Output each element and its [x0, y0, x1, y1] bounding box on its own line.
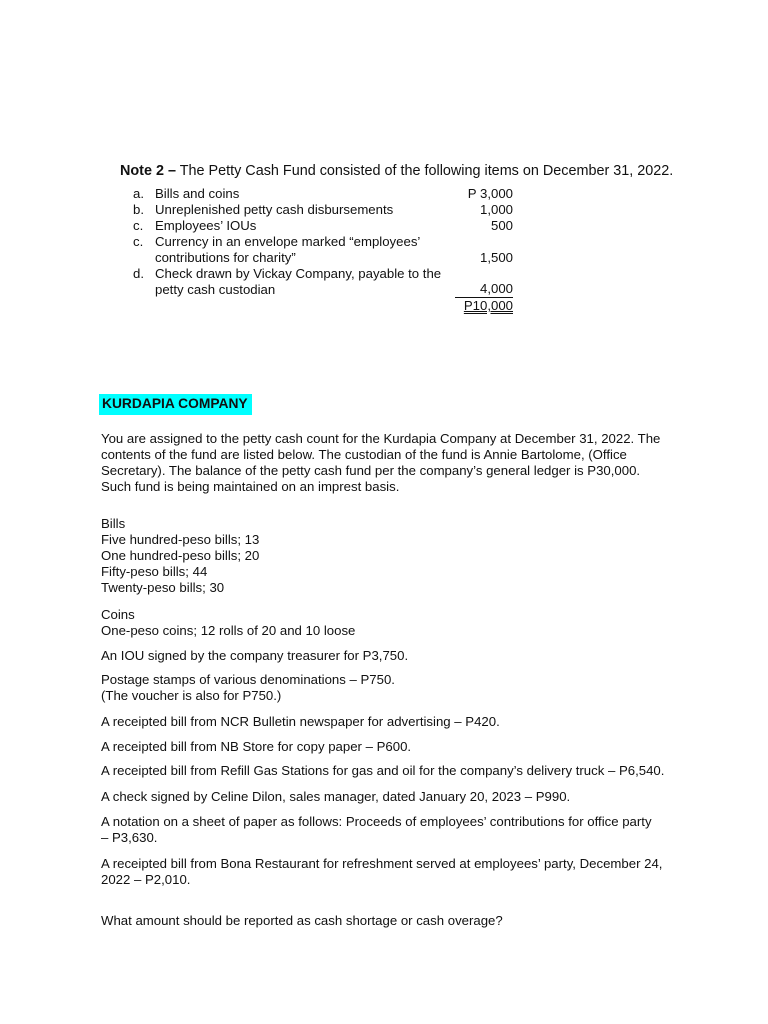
intro-line: Such fund is being maintained on an imprest basis.: [101, 479, 400, 494]
note-item-letter: c.: [133, 218, 144, 233]
note-item-amount: 4,000: [479, 281, 513, 296]
note-total-row: [133, 298, 513, 314]
iou-item: An IOU signed by the company treasurer for P3,750.: [101, 648, 409, 663]
check-item: A check signed by Celine Dilon, sales manager, dated January 20, 2023 – P990.: [101, 789, 571, 804]
company-heading: KURDAPIA COMPANY: [99, 394, 252, 415]
note-item: [133, 218, 513, 234]
note-item-desc-cont: contributions for charity”: [155, 250, 296, 265]
ncr-item: A receipted bill from NCR Bulletin newspaper for advertising – P420.: [101, 714, 500, 729]
note-heading: [120, 162, 673, 180]
intro-line: contents of the fund are listed below. The custodian of the fund is Annie Bartolome, (Office: [101, 447, 627, 462]
note-item-desc-cont: petty cash custodian: [155, 282, 276, 297]
note-item-letter: a.: [133, 186, 144, 201]
note-item: [133, 234, 513, 266]
note-item-amount: P 3,000: [467, 186, 513, 201]
note-item-letter: b.: [133, 202, 144, 217]
note-item-desc: Employees’ IOUs: [155, 218, 257, 233]
intro-paragraph: [101, 431, 681, 495]
coins-title: Coins: [101, 607, 135, 622]
note-item-letter: d.: [133, 266, 144, 281]
note-label: Note 2 –: [120, 163, 176, 179]
notation-line: A notation on a sheet of paper as follows: Proceeds of employees’ contributions for office party: [101, 814, 652, 829]
bills-line: Twenty-peso bills; 30: [101, 580, 225, 595]
note-item-desc: Bills and coins: [155, 186, 240, 201]
nb-item: A receipted bill from NB Store for copy paper – P600.: [101, 739, 412, 754]
note-item: [133, 266, 513, 298]
question: What amount should be reported as cash shortage or cash overage?: [101, 913, 503, 928]
postage-item: [101, 672, 701, 704]
note-item-letter: c.: [133, 234, 144, 249]
note-item: [133, 186, 513, 202]
intro-line: Secretary). The balance of the petty cash fund per the company’s general ledger is P30,000.: [101, 463, 641, 478]
bills-title: Bills: [101, 516, 126, 531]
notation-item: [101, 814, 701, 846]
note-item-desc: Currency in an envelope marked “employees’: [155, 234, 421, 249]
postage-line: Postage stamps of various denominations – P750.: [101, 672, 395, 687]
note-total-amount: P10,000: [463, 298, 513, 313]
note-item-amount: 500: [490, 218, 513, 233]
note-item-desc: Unreplenished petty cash disbursements: [155, 202, 394, 217]
intro-line: You are assigned to the petty cash count for the Kurdapia Company at December 31, 2022. The: [101, 431, 661, 446]
bills-line: Fifty-peso bills; 44: [101, 564, 208, 579]
bona-item: [101, 856, 701, 888]
bona-line: A receipted bill from Bona Restaurant for refreshment served at employees’ party, December 24,: [101, 856, 663, 871]
note-item-amount: 1,000: [479, 202, 513, 217]
bills-line: Five hundred-peso bills; 13: [101, 532, 260, 547]
note-item: [133, 202, 513, 218]
note-heading-text: The Petty Cash Fund consisted of the following items on December 31, 2022.: [175, 163, 674, 179]
bills-section: [101, 516, 701, 596]
postage-note: (The voucher is also for P750.): [101, 688, 282, 703]
refill-item: A receipted bill from Refill Gas Stations for gas and oil for the company’s delivery truck – P6,540.: [101, 763, 665, 778]
note-item-amount: 1,500: [479, 250, 513, 265]
note-item-desc: Check drawn by Vickay Company, payable to the: [155, 266, 442, 281]
note-items-list: [133, 186, 513, 314]
bills-line: One hundred-peso bills; 20: [101, 548, 260, 563]
coins-section: [101, 607, 701, 639]
coins-line: One-peso coins; 12 rolls of 20 and 10 loose: [101, 623, 356, 638]
notation-line-cont: – P3,630.: [101, 830, 158, 845]
bona-line-cont: 2022 – P2,010.: [101, 872, 191, 887]
